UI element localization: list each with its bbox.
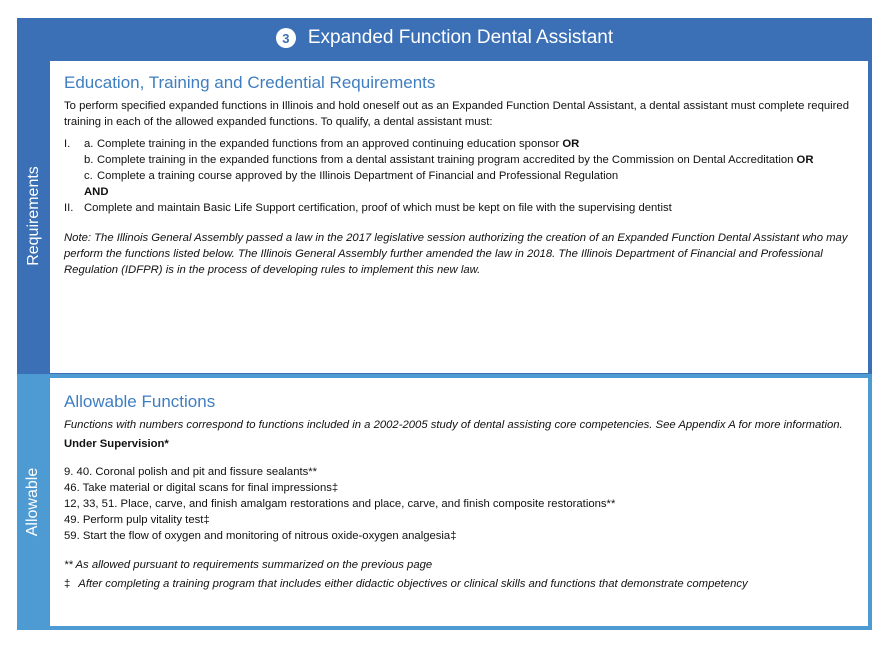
double-dagger-symbol: ‡ bbox=[64, 578, 71, 590]
function-item: 9. 40. Coronal polish and pit and fissure sealants** bbox=[64, 466, 318, 478]
option-c-label: c. bbox=[84, 170, 93, 182]
section-number-badge: 3 bbox=[276, 28, 296, 48]
allowable-panel bbox=[50, 378, 868, 626]
requirements-section bbox=[17, 58, 872, 374]
requirements-note: Note: The Illinois General Assembly passed a law in the 2017 legislative session authorizing the creation of an Expanded Function Dental Assistant who may perform the functions listed below. The Illinois General Assembly further amended the law in 2018. The Illinois Department of Financial and Professional Regulation (IDFPR) is in the process of developing rules to implement this new law. bbox=[64, 232, 848, 276]
allowable-side-label bbox=[17, 374, 50, 630]
requirements-side-label-text: Requirements bbox=[24, 166, 42, 266]
efda-card bbox=[17, 18, 872, 630]
or-keyword: OR bbox=[796, 154, 814, 166]
section-header bbox=[17, 18, 872, 58]
requirement-item-2 bbox=[64, 200, 854, 216]
section-title: Expanded Function Dental Assistant bbox=[307, 27, 614, 48]
allowable-section bbox=[17, 374, 872, 630]
requirements-intro: To perform specified expanded functions in Illinois and hold oneself out as an Expanded Function Dental Assistant, a dental assistant must complete required training in each of the allowed expanded functions. To qualify, a dental assistant must: bbox=[64, 100, 849, 128]
option-b-label: b. bbox=[84, 154, 94, 166]
requirements-panel bbox=[50, 61, 868, 373]
footnote-double-asterisk: ** As allowed pursuant to requirements summarized on the previous page bbox=[64, 559, 433, 571]
and-keyword: AND bbox=[84, 186, 109, 198]
function-item: 46. Take material or digital scans for final impressions‡ bbox=[64, 482, 339, 494]
functions-list bbox=[64, 464, 854, 544]
option-b-text: Complete training in the expanded functions from a dental assistant training program accredited by the Commission on Dental Accreditation bbox=[97, 154, 794, 166]
function-item: 12, 33, 51. Place, carve, and finish amalgam restorations and place, carve, and finish composite restorations** bbox=[64, 498, 616, 510]
allowable-side-label-text: Allowable bbox=[24, 467, 42, 537]
allowable-heading: Allowable Functions bbox=[64, 392, 216, 411]
requirement-item-2-text: Complete and maintain Basic Life Support certification, proof of which must be kept on file with the supervising dentist bbox=[84, 202, 672, 214]
or-keyword: OR bbox=[562, 138, 580, 150]
option-c-text: Complete a training course approved by the Illinois Department of Financial and Professional Regulation bbox=[97, 170, 619, 182]
requirement-item-1-label: I. bbox=[64, 138, 71, 150]
option-a-label: a. bbox=[84, 138, 94, 150]
requirement-option-c bbox=[84, 168, 854, 184]
footnote-double-dagger-text: After completing a training program that includes either didactic objectives or clinical skills and functions that demonstrate competency bbox=[78, 578, 748, 590]
requirements-side-label bbox=[17, 58, 50, 374]
allowable-intro: Functions with numbers correspond to functions included in a 2002-2005 study of dental assisting core competencies. See Appendix A for more information. bbox=[64, 419, 843, 431]
requirement-item-1 bbox=[64, 136, 854, 152]
requirement-item-2-label: II. bbox=[64, 202, 74, 214]
under-supervision-subheading: Under Supervision* bbox=[64, 438, 169, 450]
requirements-heading: Education, Training and Credential Requirements bbox=[64, 73, 436, 92]
option-a-text: Complete training in the expanded functions from an approved continuing education sponsor bbox=[97, 138, 560, 150]
footnote-double-dagger bbox=[64, 576, 854, 592]
requirement-option-a bbox=[84, 136, 854, 152]
function-item: 49. Perform pulp vitality test‡ bbox=[64, 514, 210, 526]
function-item: 59. Start the flow of oxygen and monitoring of nitrous oxide-oxygen analgesia‡ bbox=[64, 530, 457, 542]
requirement-option-b bbox=[84, 152, 854, 168]
